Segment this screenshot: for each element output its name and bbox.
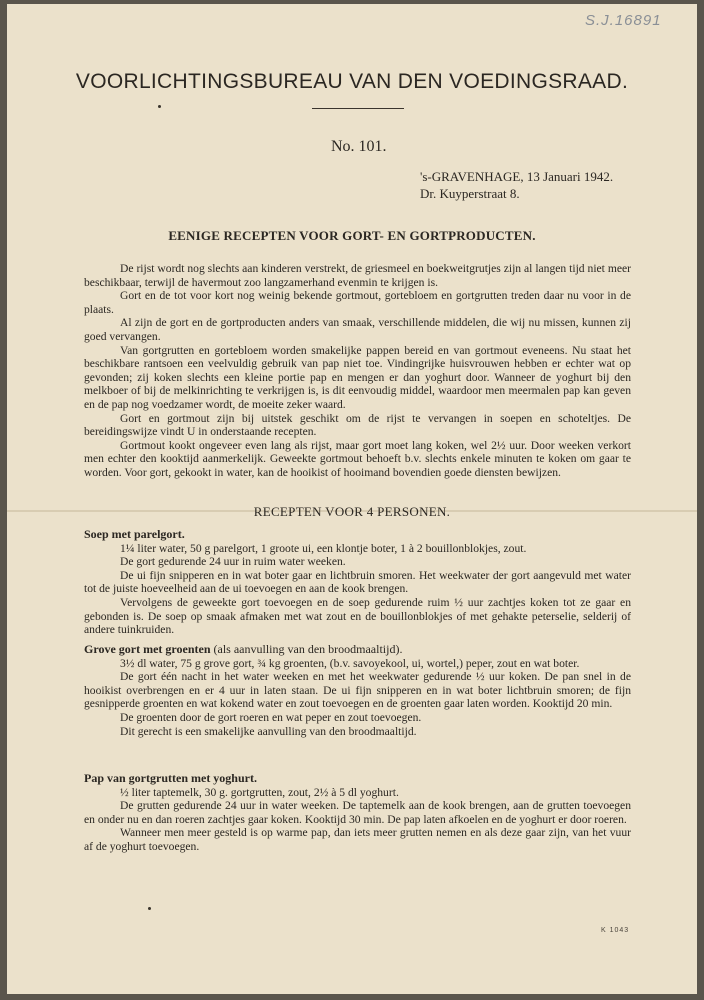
recipe-paragraph: De groenten door de gort roeren en wat peper en zout toevoegen. [120, 710, 422, 724]
recipe-name [84, 528, 631, 542]
recipe-paragraph: De ui fijn snipperen en in wat boter gaar en lichtbruin smoren. Het weekwater der gort aangevuld met water tot de juiste hoeveelheid aan de ui toevoegen en aan de kook brengen. [84, 568, 631, 596]
recipe-paragraph: De gort gedurende 24 uur in ruim water weeken. [120, 555, 346, 569]
document-number: No. 101. [331, 138, 387, 155]
recipe-paragraph: Dit gerecht is een smakelijke aanvulling van den broodmaaltijd. [120, 724, 417, 738]
address: Dr. Kuyperstraat 8. [420, 186, 520, 201]
recipe-paragraph: De grutten gedurende 24 uur in water weeken. De taptemelk aan de kook brengen, aan de grutten toevoegen en onder nu en dan roeren zachtjes gaar koken. Kooktijd 30 min. De pap laten afkoelen en de yoghurt er door roeren. [84, 799, 631, 826]
recipe-paragraph: Wanneer men meer gesteld is op warme pap, dan iets meer grutten nemen en als deze gaar zijn, van het vuur af de yoghurt toevoegen. [84, 826, 631, 853]
intro-paragraph: Gortmout kookt ongeveer even lang als rijst, maar gort moet lang koken, wel 2½ uur. Door weeken verkort men echter den kooktijd aanmerkelijk. Geweekte gortmout behoeft b.v. slechts enkele minuten te koken om gaar te worden. Voor gort, gekookt in water, kan de hooikist of hooimand bovendien goede diensten bewijzen. [84, 438, 631, 479]
recipe-paragraph: 1¼ liter water, 50 g parelgort, 1 groote ui, een klontje boter, 1 à 2 bouillonblokjes, zout. [120, 541, 527, 555]
ink-dot [148, 907, 151, 910]
recipe-name [84, 643, 631, 657]
intro-paragraph: Gort en gortmout zijn bij uitstek geschikt om de rijst te vervangen in soepen en schoteltjes. De bereidingswijze vindt U in onderstaande recepten. [84, 411, 631, 439]
recipe-paragraph: De gort één nacht in het water weeken en met het weekwater gedurende ½ uur koken. De pan snel in de hooikist overbrengen en er 4 uur in laten staan. De ui fijn snipperen en in wat boter lichtbruin smoren; de fijn gesnipperde groenten en wat kokend water en zout toevoegen en de groenten gaar laten worden. Kooktijd 20 min. [84, 670, 631, 711]
recipe-porridge [84, 772, 631, 854]
recipe-title: Soep met parelgort. [84, 527, 185, 541]
heading-rule [312, 108, 404, 109]
document-sheet [7, 4, 697, 994]
document-title: EENIGE RECEPTEN VOOR GORT- EN GORTPRODUCTEN. [168, 228, 536, 243]
recipes-heading: RECEPTEN VOOR 4 PERSONEN. [253, 504, 451, 519]
recipe-paragraph: ½ liter taptemelk, 30 g. gortgrutten, zout, 2½ à 5 dl yoghurt. [120, 785, 399, 799]
ink-dot [158, 105, 161, 108]
intro-paragraph: Al zijn de gort en de gortproducten anders van smaak, verschillende middelen, die wij nu missen, kunnen zij goed vervangen. [84, 316, 631, 343]
recipe-soup [84, 528, 631, 637]
recipe-paragraph: 3½ dl water, 75 g grove gort, ¾ kg groenten, (b.v. savoyekool, ui, wortel,) peper, zout en wat boter. [120, 656, 580, 670]
recipe-paragraph: Vervolgens de geweekte gort toevoegen en de soep gedurende ruim ½ uur zachtjes koken tot ze gaar en gebonden is. De soep op smaak afmaken met wat zout en de bouillonblokjes of met gehakte peterselie, selderij of andere tuinkruiden. [84, 595, 631, 637]
place-date: 's-GRAVENHAGE, 13 Januari 1942. [420, 169, 614, 184]
place-date-block [420, 168, 613, 202]
archive-mark: S.J.16891 [585, 12, 662, 29]
bureau-heading: VOORLICHTINGSBUREAU VAN DEN VOEDINGSRAAD. [75, 70, 629, 93]
intro-paragraph: Van gortgrutten en gortebloem worden smakelijke pappen bereid en van gortmout eveneens. Nu staat het beschikbare rantsoen een veelvuldig gebruik van pap niet toe. Vindingrijke huisvrouwen hebben er echter wat op gevonden; zij koken slechts een kleine portie pap en mengen er dan yoghurt door. Wanneer de yoghurt bij den melkboer of bij de melkinrichting te verkrijgen is, is dit eenvoudig middel, waardoor men meermalen pap kan geven en de pap nog voedzamer wordt, de moeite zeker waard. [84, 343, 631, 411]
footer-code: K 1043 [601, 927, 630, 934]
recipe-name [84, 772, 631, 786]
intro-paragraph: Gort en de tot voor kort nog weinig bekende gortmout, gortebloem en gortgrutten treden daar nu voor in de plaats. [84, 289, 631, 316]
recipe-title: Grove gort met groenten [84, 642, 211, 656]
recipe-title: Pap van gortgrutten met yoghurt. [84, 771, 257, 785]
intro-text [84, 262, 631, 480]
recipe-coarse-barley [84, 643, 631, 738]
recipe-note: (als aanvulling van den broodmaaltijd). [210, 642, 403, 656]
intro-paragraph: De rijst wordt nog slechts aan kinderen verstrekt, de griesmeel en boekweitgrutjes zijn al langen tijd niet meer beschikbaar, terwijl de havermout zoo langzamerhand evenmin te krijgen is. [84, 262, 631, 289]
